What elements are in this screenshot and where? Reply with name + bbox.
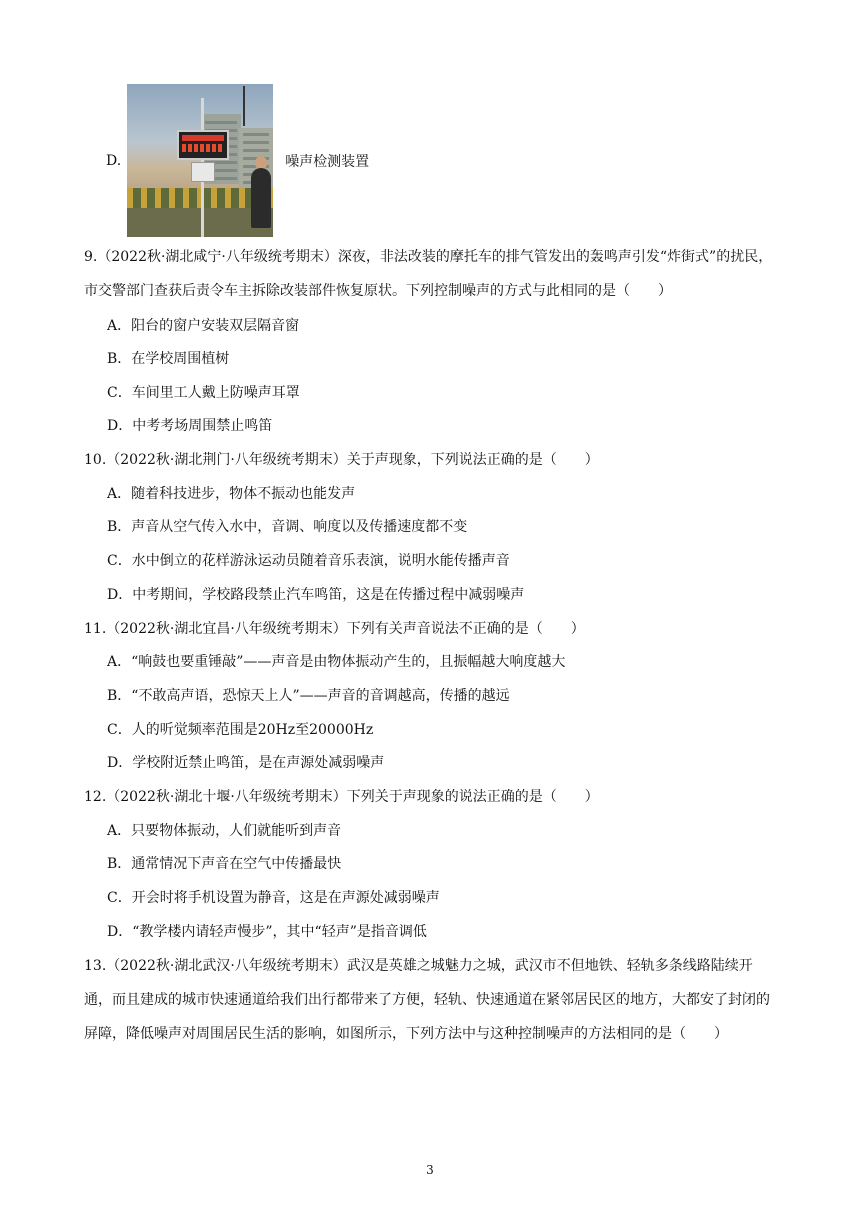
page-number: 3 <box>426 1163 434 1177</box>
q10-option-d[interactable]: D．中考期间，学校路段禁止汽车鸣笛，这是在传播过程中减弱噪声 <box>107 587 525 603</box>
q10-option-b[interactable]: B．声音从空气传入水中，音调、响度以及传播速度都不变 <box>107 519 468 535</box>
q9-option-c[interactable]: C．车间里工人戴上防噪声耳罩 <box>107 385 300 401</box>
question-9-stem: 9.（2022秋·湖北咸宁·八年级统考期末）深夜，非法改装的摩托车的排气管发出的轰鸣声引发“炸街式”的扰民，市交警部门查获后责令车主拆除改装部件恢复原状。下列控制噪声的方式与此相同的是（ ） <box>84 249 773 299</box>
q10-option-c[interactable]: C．水中倒立的花样游泳运动员随着音乐表演，说明水能传播声音 <box>107 553 510 569</box>
q9-option-a[interactable]: A．阳台的窗户安装双层隔音窗 <box>107 318 300 334</box>
q12-option-c[interactable]: C．开会时将手机设置为静音，这是在声源处减弱噪声 <box>107 890 440 906</box>
question-13-stem: 13.（2022秋·湖北武汉·八年级统考期末）武汉是英雄之城魅力之城，武汉市不但地铁、轻轨多条线路陆续开通，而且建成的城市快速通道给我们出行都带来了方便，轻轨、快速通道在紧邻居民区的地方，大都安了封闭的屏障，降低噪声对周围居民生活的影响，如图所示，下列方法中与这种控制噪声的方法相同的是（ ） <box>84 958 770 1042</box>
q8-option-d[interactable] <box>106 84 369 237</box>
q11-option-b[interactable]: B．“不敢高声语，恐惊天上人”——声音的音调越高，传播的越远 <box>107 688 510 704</box>
option-letter: D. <box>106 152 122 169</box>
q12-option-a[interactable]: A．只要物体振动，人们就能听到声音 <box>107 823 342 839</box>
question-11-stem: 11.（2022秋·湖北宜昌·八年级统考期末）下列有关声音说法不正确的是（ ） <box>84 621 585 637</box>
q12-option-b[interactable]: B．通常情况下声音在空气中传播最快 <box>107 856 342 872</box>
q11-option-c[interactable]: C．人的听觉频率范围是20Hz至20000Hz <box>107 722 374 738</box>
q9-option-b[interactable]: B．在学校周围植树 <box>107 351 230 367</box>
q11-option-a[interactable]: A．“响鼓也要重锤敲”——声音是由物体振动产生的，且振幅越大响度越大 <box>107 654 566 670</box>
q10-option-a[interactable]: A．随着科技进步，物体不振动也能发声 <box>107 486 356 502</box>
question-12-stem: 12.（2022秋·湖北十堰·八年级统考期末）下列关于声现象的说法正确的是（ ） <box>84 789 599 805</box>
q9-option-d[interactable]: D．中考考场周围禁止鸣笛 <box>107 418 273 434</box>
question-10-stem: 10.（2022秋·湖北荆门·八年级统考期末）关于声现象，下列说法正确的是（ ） <box>84 452 599 468</box>
noise-monitor-photo <box>127 84 273 237</box>
q11-option-d[interactable]: D．学校附近禁止鸣笛，是在声源处减弱噪声 <box>107 755 385 771</box>
photo-caption: 噪声检测装置 <box>285 153 370 170</box>
q12-option-d[interactable]: D．“教学楼内请轻声慢步”，其中“轻声”是指音调低 <box>107 924 427 940</box>
